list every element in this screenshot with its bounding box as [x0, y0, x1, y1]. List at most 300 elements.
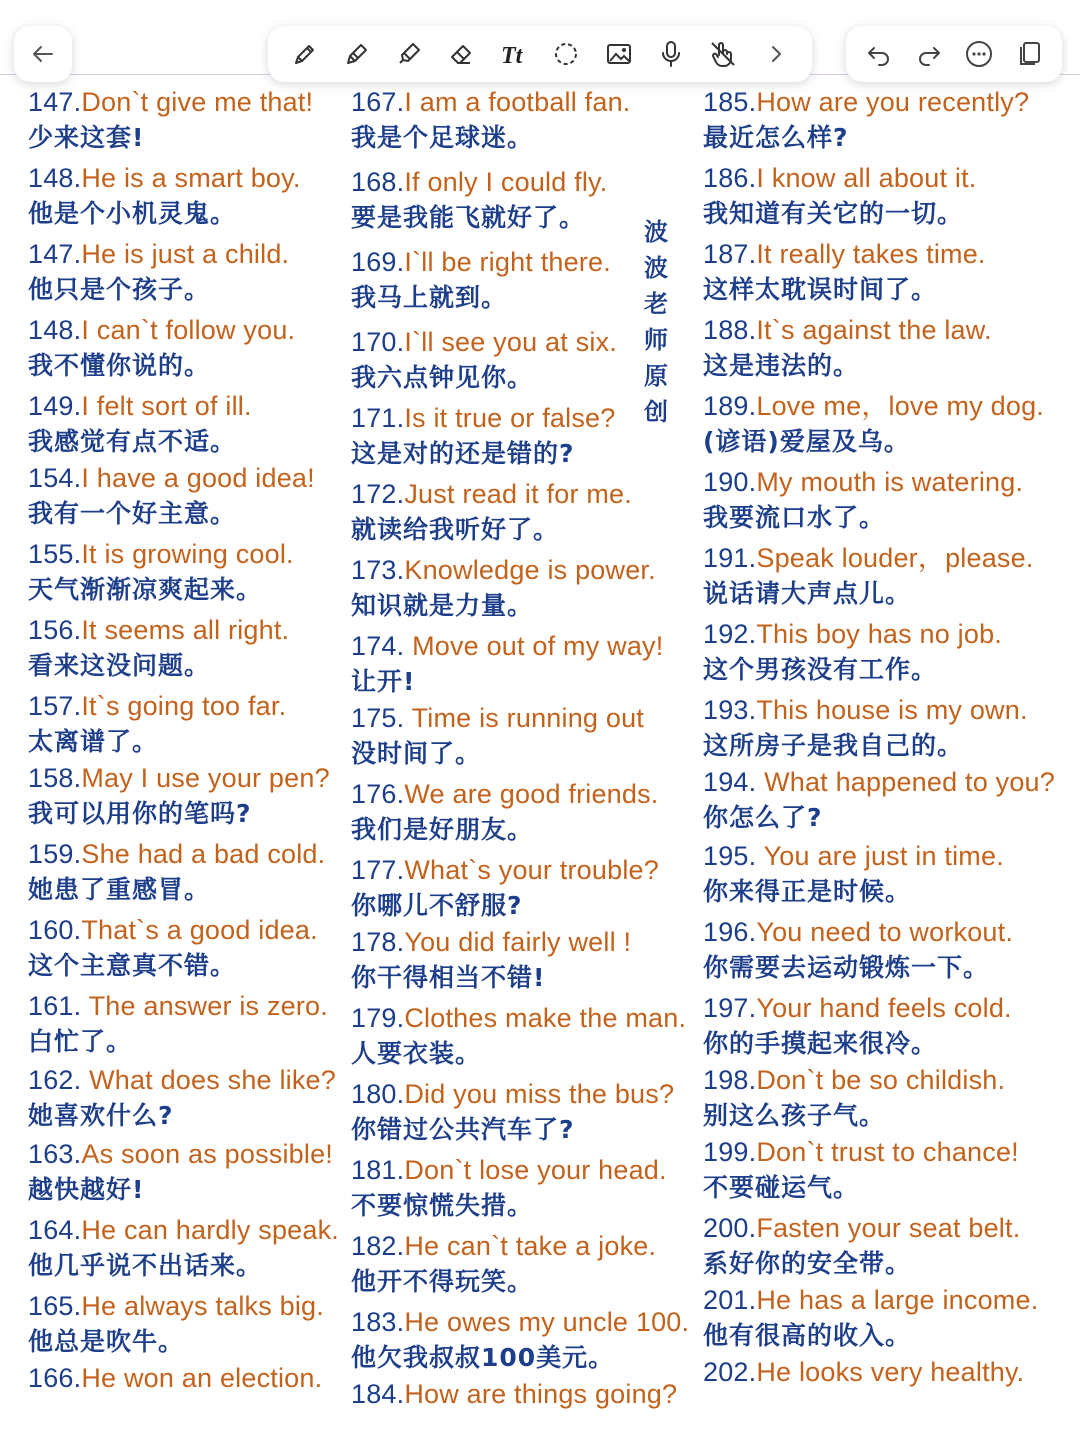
english-phrase: Speak louder，please. — [756, 543, 1034, 573]
english-phrase: He is just a child. — [81, 239, 290, 269]
phrase-number: 202. — [703, 1357, 757, 1387]
phrase-number: 172. — [351, 479, 405, 509]
note-column-3 — [703, 84, 1080, 1390]
english-phrase: As soon as possible! — [81, 1139, 333, 1169]
text-tool-icon — [499, 39, 529, 69]
phrase-entry — [28, 388, 348, 460]
phrase-number: 167. — [351, 87, 405, 117]
english-phrase: He looks very healthy. — [756, 1357, 1025, 1387]
phrase-entry — [351, 776, 703, 848]
phrase-number: 187. — [703, 239, 757, 269]
chinese-translation: 要是我能飞就好了。 — [351, 203, 586, 232]
english-line — [351, 164, 703, 200]
phrase-number: 166. — [28, 1363, 82, 1393]
english-line — [703, 692, 1080, 728]
phrase-entry — [351, 924, 703, 996]
english-line — [351, 476, 703, 512]
chinese-translation: 我是个足球迷。 — [351, 123, 534, 152]
english-phrase: He can hardly speak. — [81, 1215, 339, 1245]
chinese-translation: 越快越好! — [28, 1175, 145, 1204]
phrase-number: 198. — [703, 1065, 757, 1095]
chinese-translation: 我可以用你的笔吗? — [28, 799, 252, 828]
phrase-number: 179. — [351, 1003, 405, 1033]
back-button[interactable] — [24, 35, 62, 73]
english-phrase: My mouth is watering. — [756, 467, 1024, 497]
more-options-button[interactable] — [960, 35, 998, 73]
chinese-translation: 他开不得玩笑。 — [351, 1267, 534, 1296]
phrase-number: 188. — [703, 315, 757, 345]
phrase-entry — [703, 990, 1080, 1062]
english-line — [703, 1062, 1080, 1098]
english-phrase: It seems all right. — [81, 615, 290, 645]
chinese-translation: 你来得正是时候。 — [703, 877, 912, 906]
chinese-translation: 看来这没问题。 — [28, 651, 211, 680]
phrase-number: 201. — [703, 1285, 757, 1315]
english-line — [28, 84, 348, 120]
chinese-translation: 你错过公共汽车了? — [351, 1115, 575, 1144]
phrase-entry — [703, 764, 1080, 836]
english-phrase: Clothes make the man. — [404, 1003, 687, 1033]
phrase-entry — [351, 628, 703, 700]
english-line — [28, 688, 348, 724]
chinese-translation: 这是违法的。 — [703, 351, 860, 380]
english-phrase: Your hand feels cold. — [756, 993, 1012, 1023]
english-phrase: What happened to you? — [764, 767, 1055, 797]
eraser-icon — [446, 39, 476, 69]
english-line — [703, 464, 1080, 500]
chinese-translation: 他有很高的收入。 — [703, 1321, 912, 1350]
back-toolbar — [14, 26, 72, 82]
english-phrase: He has a large income. — [756, 1285, 1039, 1315]
phrase-number: 177. — [351, 855, 405, 885]
english-line — [351, 1228, 703, 1264]
english-line — [703, 236, 1080, 272]
english-line — [703, 312, 1080, 348]
chinese-translation: 你干得相当不错! — [351, 963, 546, 992]
microphone-icon — [656, 39, 686, 69]
phrase-number: 192. — [703, 619, 757, 649]
arrow-left-icon — [28, 39, 58, 69]
phrase-entry — [28, 1288, 348, 1360]
english-phrase: May I use your pen? — [81, 763, 330, 793]
chinese-translation: 这个男孩没有工作。 — [703, 655, 938, 684]
english-line — [28, 536, 348, 572]
phrase-entry — [28, 84, 348, 156]
chinese-translation: 这是对的还是错的? — [351, 439, 575, 468]
phrase-entry — [351, 84, 703, 156]
chinese-translation: 我知道有关它的一切。 — [703, 199, 964, 228]
phrase-number: 170. — [351, 327, 405, 357]
phrase-number: 176. — [351, 779, 405, 809]
phrase-number: 171. — [351, 403, 405, 433]
pencil-tool-button[interactable] — [338, 35, 376, 73]
phrase-number: 149. — [28, 391, 82, 421]
phrase-number: 159. — [28, 839, 82, 869]
phrase-number: 157. — [28, 691, 82, 721]
lasso-icon — [551, 39, 581, 69]
phrase-entry — [703, 616, 1080, 688]
tools-toolbar — [268, 26, 812, 82]
english-phrase: It really takes time. — [756, 239, 986, 269]
chevron-right-icon — [761, 39, 791, 69]
watermark-char: 波 — [644, 218, 668, 246]
phrase-number: 190. — [703, 467, 757, 497]
phrase-entry — [703, 1134, 1080, 1206]
lasso-tool-button[interactable] — [547, 35, 585, 73]
chinese-translation: 人要衣装。 — [351, 1039, 482, 1068]
english-line — [351, 84, 703, 120]
english-line — [703, 1354, 1080, 1390]
author-watermark — [642, 214, 670, 430]
english-line — [28, 1136, 348, 1172]
undo-icon — [864, 39, 894, 69]
phrase-number: 200. — [703, 1213, 757, 1243]
phrase-number: 155. — [28, 539, 82, 569]
phrase-entry — [28, 460, 348, 532]
english-line — [703, 160, 1080, 196]
phrase-number: 181. — [351, 1155, 405, 1185]
english-line — [28, 988, 348, 1024]
highlighter-tool-button[interactable] — [390, 35, 428, 73]
phrase-entry — [28, 312, 348, 384]
chinese-translation: 她喜欢什么? — [28, 1101, 174, 1130]
english-phrase: Knowledge is power. — [404, 555, 656, 585]
phrase-number: 194. — [703, 767, 765, 797]
more-tools-button[interactable] — [757, 35, 795, 73]
english-line — [351, 1376, 703, 1412]
phrase-entry — [28, 760, 348, 832]
phrase-entry — [703, 1282, 1080, 1354]
english-phrase: Is it true or false? — [404, 403, 616, 433]
english-phrase: You are just in time. — [763, 841, 1004, 871]
watermark-char: 师 — [644, 326, 668, 354]
touch-hand-icon — [708, 39, 738, 69]
phrase-entry — [351, 1304, 703, 1376]
more-icon — [964, 39, 994, 69]
chinese-translation: 我感觉有点不适。 — [28, 427, 237, 456]
english-phrase: Don`t be so childish. — [756, 1065, 1006, 1095]
english-phrase: How are things going? — [404, 1379, 678, 1409]
note-column-1 — [28, 84, 348, 1396]
phrase-number: 195. — [703, 841, 764, 871]
phrase-number: 193. — [703, 695, 757, 725]
phrase-number: 175. — [351, 703, 412, 733]
chinese-translation: 我六点钟见你。 — [351, 363, 534, 392]
chinese-translation: 他是个小机灵鬼。 — [28, 199, 237, 228]
english-phrase: I felt sort of ill. — [81, 391, 252, 421]
phrase-number: 168. — [351, 167, 405, 197]
english-line — [28, 760, 348, 796]
phrase-number: 183. — [351, 1307, 405, 1337]
english-phrase: Move out of my way! — [412, 631, 664, 661]
phrase-entry — [703, 540, 1080, 612]
english-line — [28, 1288, 348, 1324]
chinese-translation: 我们是好朋友。 — [351, 815, 534, 844]
phrase-entry — [351, 1376, 703, 1412]
phrase-number: 180. — [351, 1079, 405, 1109]
english-phrase: Time is running out — [411, 703, 644, 733]
chinese-translation: 他欠我叔叔100美元。 — [351, 1343, 615, 1372]
english-line — [351, 1152, 703, 1188]
english-phrase: I can`t follow you. — [81, 315, 296, 345]
phrase-entry — [28, 536, 348, 608]
english-phrase: Don`t trust to chance! — [756, 1137, 1019, 1167]
phrase-number: 197. — [703, 993, 757, 1023]
english-phrase: You need to workout. — [756, 917, 1014, 947]
text-tool-button[interactable] — [495, 35, 533, 73]
phrase-entry — [28, 1136, 348, 1208]
chinese-translation: 这样太耽误时间了。 — [703, 275, 938, 304]
english-line — [703, 388, 1080, 424]
english-phrase: It`s going too far. — [81, 691, 287, 721]
phrase-entry — [703, 1210, 1080, 1282]
phrase-number: 161. — [28, 991, 89, 1021]
phrase-entry — [351, 1152, 703, 1224]
pen-icon — [289, 39, 319, 69]
english-phrase: I have a good idea! — [81, 463, 315, 493]
english-phrase: This boy has no job. — [756, 619, 1003, 649]
phrase-number: 148. — [28, 163, 82, 193]
chinese-translation: 知识就是力量。 — [351, 591, 534, 620]
english-phrase: He can`t take a joke. — [404, 1231, 657, 1261]
chinese-translation: 没时间了。 — [351, 739, 482, 768]
actions-toolbar — [846, 26, 1062, 82]
phrase-entry — [28, 612, 348, 684]
phrase-entry — [703, 84, 1080, 156]
touch-mode-button[interactable] — [704, 35, 742, 73]
chinese-translation: 说话请大声点儿。 — [703, 579, 912, 608]
phrase-number: 158. — [28, 763, 82, 793]
chinese-translation: 我不懂你说的。 — [28, 351, 211, 380]
english-phrase: Love me，love my dog. — [756, 391, 1044, 421]
english-line — [351, 1000, 703, 1036]
english-line — [351, 1076, 703, 1112]
undo-button[interactable] — [860, 35, 898, 73]
english-line — [703, 1210, 1080, 1246]
english-line — [28, 236, 348, 272]
english-phrase: I`ll see you at six. — [404, 327, 617, 357]
phrase-number: 169. — [351, 247, 405, 277]
phrase-entry — [28, 1360, 348, 1396]
phrase-number: 189. — [703, 391, 757, 421]
phrase-entry — [703, 236, 1080, 308]
english-phrase: Don`t lose your head. — [404, 1155, 667, 1185]
redo-icon — [914, 39, 944, 69]
phrase-number: 196. — [703, 917, 757, 947]
chinese-translation: 他总是吹牛。 — [28, 1327, 185, 1356]
english-phrase: What`s your trouble? — [404, 855, 659, 885]
english-phrase: You did fairly well ! — [404, 927, 632, 957]
english-phrase: Fasten your seat belt. — [756, 1213, 1021, 1243]
chinese-translation: 系好你的安全带。 — [703, 1249, 912, 1278]
chinese-translation: (谚语)爱屋及乌。 — [703, 427, 910, 456]
english-line — [28, 160, 348, 196]
phrase-number: 184. — [351, 1379, 405, 1409]
phrase-entry — [28, 236, 348, 308]
phrase-number: 154. — [28, 463, 82, 493]
english-line — [703, 84, 1080, 120]
phrase-entry — [703, 1062, 1080, 1134]
english-phrase: He won an election. — [81, 1363, 323, 1393]
english-line — [703, 838, 1080, 874]
english-line — [28, 836, 348, 872]
watermark-char: 创 — [644, 398, 668, 426]
chinese-translation: 少来这套! — [28, 123, 145, 152]
chinese-translation: 太离谱了。 — [28, 727, 159, 756]
highlighter-icon — [394, 39, 424, 69]
phrase-entry — [351, 852, 703, 924]
english-line — [351, 628, 703, 664]
chinese-translation: 天气渐渐凉爽起来。 — [28, 575, 263, 604]
english-line — [351, 924, 703, 960]
english-phrase: Just read it for me. — [404, 479, 632, 509]
pages-button[interactable] — [1010, 35, 1048, 73]
image-insert-button[interactable] — [600, 35, 638, 73]
english-line — [28, 460, 348, 496]
chinese-translation: 别这么孩子气。 — [703, 1101, 886, 1130]
english-line — [703, 1282, 1080, 1318]
english-phrase: How are you recently? — [756, 87, 1030, 117]
chinese-translation: 你的手摸起来很冷。 — [703, 1029, 938, 1058]
phrase-entry — [703, 312, 1080, 384]
phrase-entry — [703, 1354, 1080, 1390]
english-line — [703, 764, 1080, 800]
chinese-translation: 让开! — [351, 667, 416, 696]
phrase-number: 147. — [28, 87, 82, 117]
watermark-char: 波 — [644, 254, 668, 282]
phrase-number: 163. — [28, 1139, 82, 1169]
english-phrase: I know all about it. — [756, 163, 977, 193]
phrase-number: 185. — [703, 87, 757, 117]
english-line — [351, 1304, 703, 1340]
phrase-entry — [28, 688, 348, 760]
phrase-number: 164. — [28, 1215, 82, 1245]
english-line — [28, 312, 348, 348]
phrase-number: 199. — [703, 1137, 757, 1167]
phrase-number: 182. — [351, 1231, 405, 1261]
chinese-translation: 你哪儿不舒服? — [351, 891, 523, 920]
english-line — [351, 852, 703, 888]
chinese-translation: 我有一个好主意。 — [28, 499, 237, 528]
phrase-number: 165. — [28, 1291, 82, 1321]
phrase-number: 162. — [28, 1065, 90, 1095]
english-line — [703, 540, 1080, 576]
image-icon — [604, 39, 634, 69]
phrase-entry — [351, 1228, 703, 1300]
chinese-translation: 你怎么了? — [703, 803, 823, 832]
english-line — [28, 1212, 348, 1248]
chinese-translation: 不要惊慌失措。 — [351, 1191, 534, 1220]
english-line — [351, 776, 703, 812]
chinese-translation: 最近怎么样? — [703, 123, 849, 152]
chinese-translation: 这所房子是我自己的。 — [703, 731, 964, 760]
english-line — [703, 1134, 1080, 1170]
english-phrase: We are good friends. — [404, 779, 659, 809]
phrase-entry — [351, 552, 703, 624]
phrase-entry — [351, 700, 703, 772]
phrase-entry — [28, 160, 348, 232]
english-phrase: The answer is zero. — [88, 991, 328, 1021]
english-phrase: I`ll be right there. — [404, 247, 611, 277]
english-phrase: Don`t give me that! — [81, 87, 314, 117]
phrase-entry — [351, 476, 703, 548]
phrase-number: 147. — [28, 239, 82, 269]
english-phrase: This house is my own. — [756, 695, 1028, 725]
phrase-number: 160. — [28, 915, 82, 945]
eraser-tool-button[interactable] — [442, 35, 480, 73]
phrase-entry — [28, 1062, 348, 1134]
phrase-number: 178. — [351, 927, 405, 957]
english-line — [703, 914, 1080, 950]
phrase-entry — [28, 836, 348, 908]
english-line — [28, 388, 348, 424]
phrase-entry — [703, 692, 1080, 764]
audio-record-button[interactable] — [652, 35, 690, 73]
phrase-number: 173. — [351, 555, 405, 585]
phrase-entry — [703, 838, 1080, 910]
phrase-entry — [703, 914, 1080, 986]
chinese-translation: 我马上就到。 — [351, 283, 508, 312]
watermark-char: 老 — [644, 290, 668, 318]
phrase-entry — [28, 912, 348, 984]
phrase-entry — [351, 1000, 703, 1072]
chinese-translation: 她患了重感冒。 — [28, 875, 211, 904]
english-phrase: He always talks big. — [81, 1291, 324, 1321]
phrase-entry — [28, 988, 348, 1060]
english-phrase: Did you miss the bus? — [404, 1079, 675, 1109]
english-phrase: It is growing cool. — [81, 539, 294, 569]
chinese-translation: 就读给我听好了。 — [351, 515, 560, 544]
english-phrase: She had a bad cold. — [81, 839, 326, 869]
phrase-entry — [703, 160, 1080, 232]
phrase-entry — [703, 388, 1080, 460]
phrase-number: 186. — [703, 163, 757, 193]
phrase-entry — [351, 1076, 703, 1148]
redo-button[interactable] — [910, 35, 948, 73]
pencil-icon — [342, 39, 372, 69]
english-phrase: He is a smart boy. — [81, 163, 301, 193]
watermark-char: 原 — [644, 362, 668, 390]
phrase-entry — [703, 464, 1080, 536]
english-phrase: I am a football fan. — [404, 87, 631, 117]
english-phrase: If only I could fly. — [404, 167, 608, 197]
chinese-translation: 他只是个孩子。 — [28, 275, 211, 304]
english-line — [28, 612, 348, 648]
svg-text:Tt: Tt — [500, 43, 523, 69]
phrase-entry — [28, 1212, 348, 1284]
english-line — [703, 990, 1080, 1026]
english-phrase: That`s a good idea. — [81, 915, 318, 945]
english-line — [351, 700, 703, 736]
phrase-number: 148. — [28, 315, 82, 345]
english-line — [703, 616, 1080, 652]
english-line — [28, 1062, 348, 1098]
english-line — [28, 912, 348, 948]
chinese-translation: 他几乎说不出话来。 — [28, 1251, 263, 1280]
chinese-translation: 这个主意真不错。 — [28, 951, 237, 980]
english-phrase: He owes my uncle 100. — [404, 1307, 690, 1337]
pen-tool-button[interactable] — [285, 35, 323, 73]
chinese-translation: 白忙了。 — [28, 1027, 133, 1056]
chinese-translation: 我要流口水了。 — [703, 503, 886, 532]
english-phrase: It`s against the law. — [756, 315, 992, 345]
phrase-number: 174. — [351, 631, 413, 661]
english-line — [28, 1360, 348, 1396]
phrase-number: 191. — [703, 543, 757, 573]
english-line — [351, 552, 703, 588]
chinese-translation: 不要碰运气。 — [703, 1173, 860, 1202]
chinese-translation: 你需要去运动锻炼一下。 — [703, 953, 990, 982]
